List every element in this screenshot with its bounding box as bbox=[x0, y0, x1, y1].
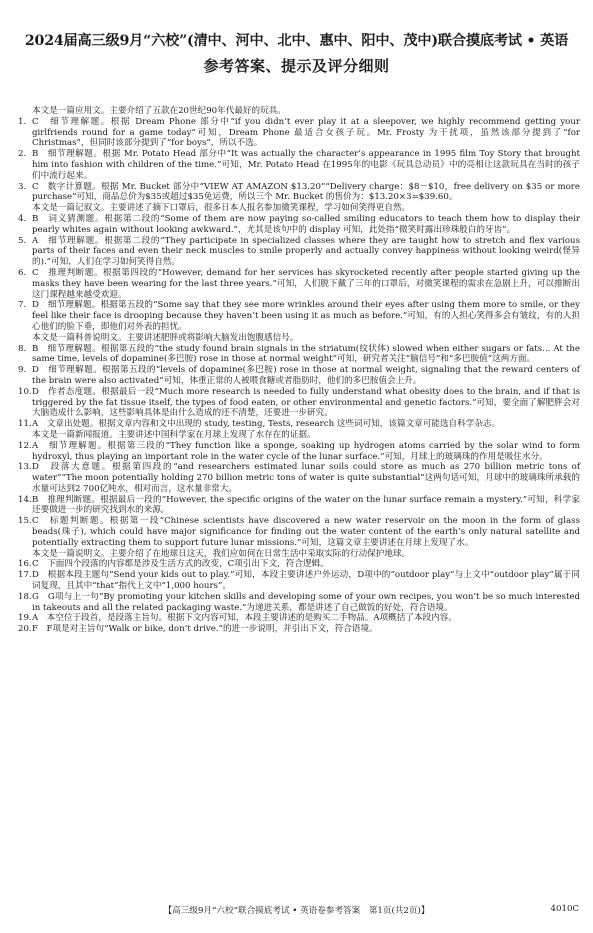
answer-text: F F项是对主旨句“Walk or bike, don’t drive.”的进一步说明，并引出下文，符合语境。 bbox=[32, 624, 378, 635]
answer-text: C 标题判断题。根据第一段“Chinese scientists have discovered a new water reservoir on the moon in the form of glass beads(珠子), which could have major significance for finding out the water content of the earth’s only natural satellite and potentially extracting them to support future lunar missions.”可知，这篇文章主要讲述在月球上发现了水。 bbox=[32, 516, 580, 548]
page-footer: 【高三级9月“六校”联合摸底考试 • 英语卷参考答案 第1页(共2页)】 bbox=[163, 906, 430, 916]
answer-number: 8. bbox=[18, 343, 27, 354]
answer-text: D 细节理解题。根据第五段的“levels of dopamine(多巴胺) rose in those at normal weight, signaling that the reward centers of the brain were also activated”可知，体重正常的人被喂食糖或者脂肪时，他们的多巴胺值会上升。 bbox=[32, 365, 580, 386]
answer-number: 11. bbox=[18, 419, 32, 430]
answer-text: D 作者态度题。根据最后一段“Much more research is needed to fully understand what obesity does to the brain, and if that is triggered by the fat tissue itself, the types of food eaten, or other environmental and genetic factors.”可知，要全面了解肥胖会对大脑造成什么影响，这些影响具体是由什么造成的还不清楚，还要进一步研究。 bbox=[32, 386, 580, 419]
answer-number: 18. bbox=[18, 591, 32, 602]
answer-item bbox=[18, 516, 580, 548]
answer-text: C 推理判断题。根据第四段的“However, demand for her services has skyrocketed recently after people started giving up the masks they have been wearing for the last three years.”可知，人们脱下戴了三年的口罩后，对微笑课程的需求在急剧上升，可以推断出这门课程越来越受欢迎。 bbox=[32, 267, 580, 300]
answer-item bbox=[18, 149, 580, 181]
document-subtitle: 参考答案、提示及评分细则 bbox=[203, 57, 390, 75]
answer-number: 7. bbox=[18, 300, 27, 311]
passage-intro: 本文是一篇记叙文。主要讲述了摘下口罩后，很多日本人报名参加微笑课程，学习如何笑得更自然。 bbox=[32, 203, 411, 214]
answer-number: 20. bbox=[18, 624, 32, 635]
answer-item bbox=[18, 344, 580, 366]
answer-item bbox=[18, 570, 580, 592]
answer-number: 10. bbox=[18, 386, 32, 397]
answer-text: A 细节理解题。根据第三段的“They function like a sponge, soaking up hydrogen atoms carried by the solar wind to form hydroxyl, thus playing an important role in the water cycle of the lunar surface.”可知，月球上的玻璃珠的作用是吸住水分。 bbox=[32, 440, 580, 462]
answer-number: 4. bbox=[18, 213, 27, 224]
answer-number: 1. bbox=[18, 116, 27, 127]
answer-number: 3. bbox=[18, 181, 27, 192]
answer-number: 13. bbox=[18, 462, 32, 473]
answer-number: 17. bbox=[18, 570, 32, 581]
answer-number: 15. bbox=[18, 516, 32, 527]
answer-item bbox=[18, 268, 580, 300]
answer-item bbox=[18, 214, 580, 236]
passage-intro: 本文是一篇科普说明文。主要讲述肥胖或将影响大脑发出饱腹感信号。 bbox=[32, 332, 299, 343]
answer-item bbox=[18, 559, 580, 570]
answer-item bbox=[18, 300, 580, 332]
answer-text: B 推理判断题。根据最后一段的“However, the specific origins of the water on the lunar surface remain a mystery.”可知，科学家还要做进一步的研究找到水的来源。 bbox=[32, 494, 580, 516]
answer-text: A 本空位于段首，是段落主旨句。根据下文内容可知，本段主要讲述的是购买二手物品。A项概括了本段内容。 bbox=[32, 613, 457, 624]
answer-item bbox=[18, 462, 580, 494]
answer-text: B 词义猜测题。根据第二段的“Some of them are now paying so-called smiling educators to teach them how to display their pearly whites again without looking awkward.”，尤其是该句中的 display 可知，此处指“微笑时露出珍珠般白的牙齿”。 bbox=[32, 213, 580, 235]
answer-text: A 文章出处题。根据文章内容和文中出现的 study, testing, Tests, research 这些词可知，该篇文章可能选自科学杂志。 bbox=[32, 419, 501, 430]
answer-text: D 细节理解题。根据第五段的“Some say that they see more wrinkles around their eyes after using them more to smile, or they feel like their face is drooping because they haven’t been using it as much as before.”可知，有的人担心笑得多会有皱纹，有的人担心他们的脸下垂，即他们对外表的担忧。 bbox=[32, 300, 580, 332]
answer-item bbox=[18, 419, 580, 430]
answer-body bbox=[18, 106, 580, 635]
answer-item bbox=[18, 117, 580, 149]
answer-item bbox=[18, 182, 580, 204]
answer-number: 2. bbox=[18, 149, 27, 160]
answer-text: B 细节理解题。根据 Mr. Potato Head 部分中“It was actually the character’s appearance in 1995 film Toy Story that brought him into fashion with children of the time.”可知，Mr. Potato Head 在1995年的电影《玩具总动员》中的亮相让这款玩具在当时的孩子们中流行起来。 bbox=[32, 149, 580, 181]
answer-item bbox=[18, 495, 580, 517]
answer-number: 6. bbox=[18, 267, 27, 278]
answer-text: C 数字计算题。根据 Mr. Bucket 部分中“VIEW AT AMAZON $13.20”“Delivery charge：$8－$10，free delivery on $35 or more purchase”可知，商品总价为$35或超过$35免运费，所以三个 Mr. Bucket 的售价为：$13.20×3=$39.60。 bbox=[32, 181, 580, 203]
answer-number: 9. bbox=[18, 365, 27, 376]
passage-intro: 本文是一篇说明文。主要介绍了在地球日这天，我们应如何在日常生活中采取实际的行动保护地球。 bbox=[32, 548, 411, 559]
answer-item bbox=[18, 592, 580, 614]
answer-item bbox=[18, 441, 580, 463]
answer-item bbox=[18, 624, 580, 635]
passage-intro: 本文是一篇新闻报道。主要讲述中国科学家在月球上发现了水存在的证据。 bbox=[32, 429, 316, 440]
answer-text: A 细节理解题。根据第二段的“They participate in specialized classes where they are taught how to stretch and flex various parts of their faces and even their neck muscles to smile properly and actually convey happiness without looking weird(怪异的).”可知，人们在学习如何笑得自然。 bbox=[32, 235, 580, 268]
answer-text: G G项与上一句“By promoting your kitchen skills and developing some of your own recipes, you won’t be so much interested in takeouts and all the related packaging waste.”为递进关系，都是讲述了自己做饭的好处，符合语境。 bbox=[32, 591, 580, 613]
answer-text: C 下面四个段落的内容都是涉及生活方式的改变，C项引出下文，符合逻辑。 bbox=[32, 559, 329, 570]
answer-item bbox=[18, 387, 580, 419]
answer-text: D 段落大意题。根据第四段的“and researchers estimated lunar soils could store as much as 270 billion metric tons of water”“The moon potentially holding 270 billion metric tons of water is quite substantial”这两句话可知，月球中的玻璃珠所承载的水量可达到2 700亿吨水，相对而言，这水量非常大。 bbox=[32, 462, 580, 494]
answer-number: 14. bbox=[18, 494, 32, 505]
answer-number: 5. bbox=[18, 235, 27, 246]
answer-text: D 根据本段主题句“Send your kids out to play.”可知，本段主要讲述户外运动，D项中的“outdoor play”与上文中“outdoor play”属于同词复现，且其中“that”指代上文中“1,000 hours”。 bbox=[32, 570, 580, 592]
answer-text: B 细节理解题。根据第五段的“the study found brain signals in the striatum(纹状体) slowed when either sugars or fats... At the same time, levels of dopamine(多巴胺) rose in those at normal weight”可知，研究者关注“脑信号”和“多巴胺值”这两方面。 bbox=[32, 343, 580, 365]
answer-text: C 细节理解题。根据 Dream Phone 部分中“if you didn’t ever play it at a sleepover, we highly recommend getting your girlfriends round for a game today”可知，Dream Phone 最适合女孩子玩。Mr. Frosty 为干扰项，虽然该部分提到了“for Christmas”，但同时该部分提到了“for boys”，所以不选。 bbox=[32, 116, 580, 149]
answer-number: 16. bbox=[18, 559, 32, 570]
passage-intro: 本文是一篇应用文。主要介绍了五款在20世纪90年代最好的玩具。 bbox=[32, 106, 286, 116]
answer-number: 12. bbox=[18, 440, 32, 451]
document-title: 2024届高三级9月“六校”(清中、河中、北中、惠中、阳中、茂中)联合摸底考试 • 英语 bbox=[24, 33, 569, 49]
answer-item bbox=[18, 236, 580, 268]
paper-code: 4010C bbox=[550, 904, 579, 914]
answer-item bbox=[18, 365, 580, 387]
answer-number: 19. bbox=[18, 613, 32, 624]
answer-item bbox=[18, 613, 580, 624]
